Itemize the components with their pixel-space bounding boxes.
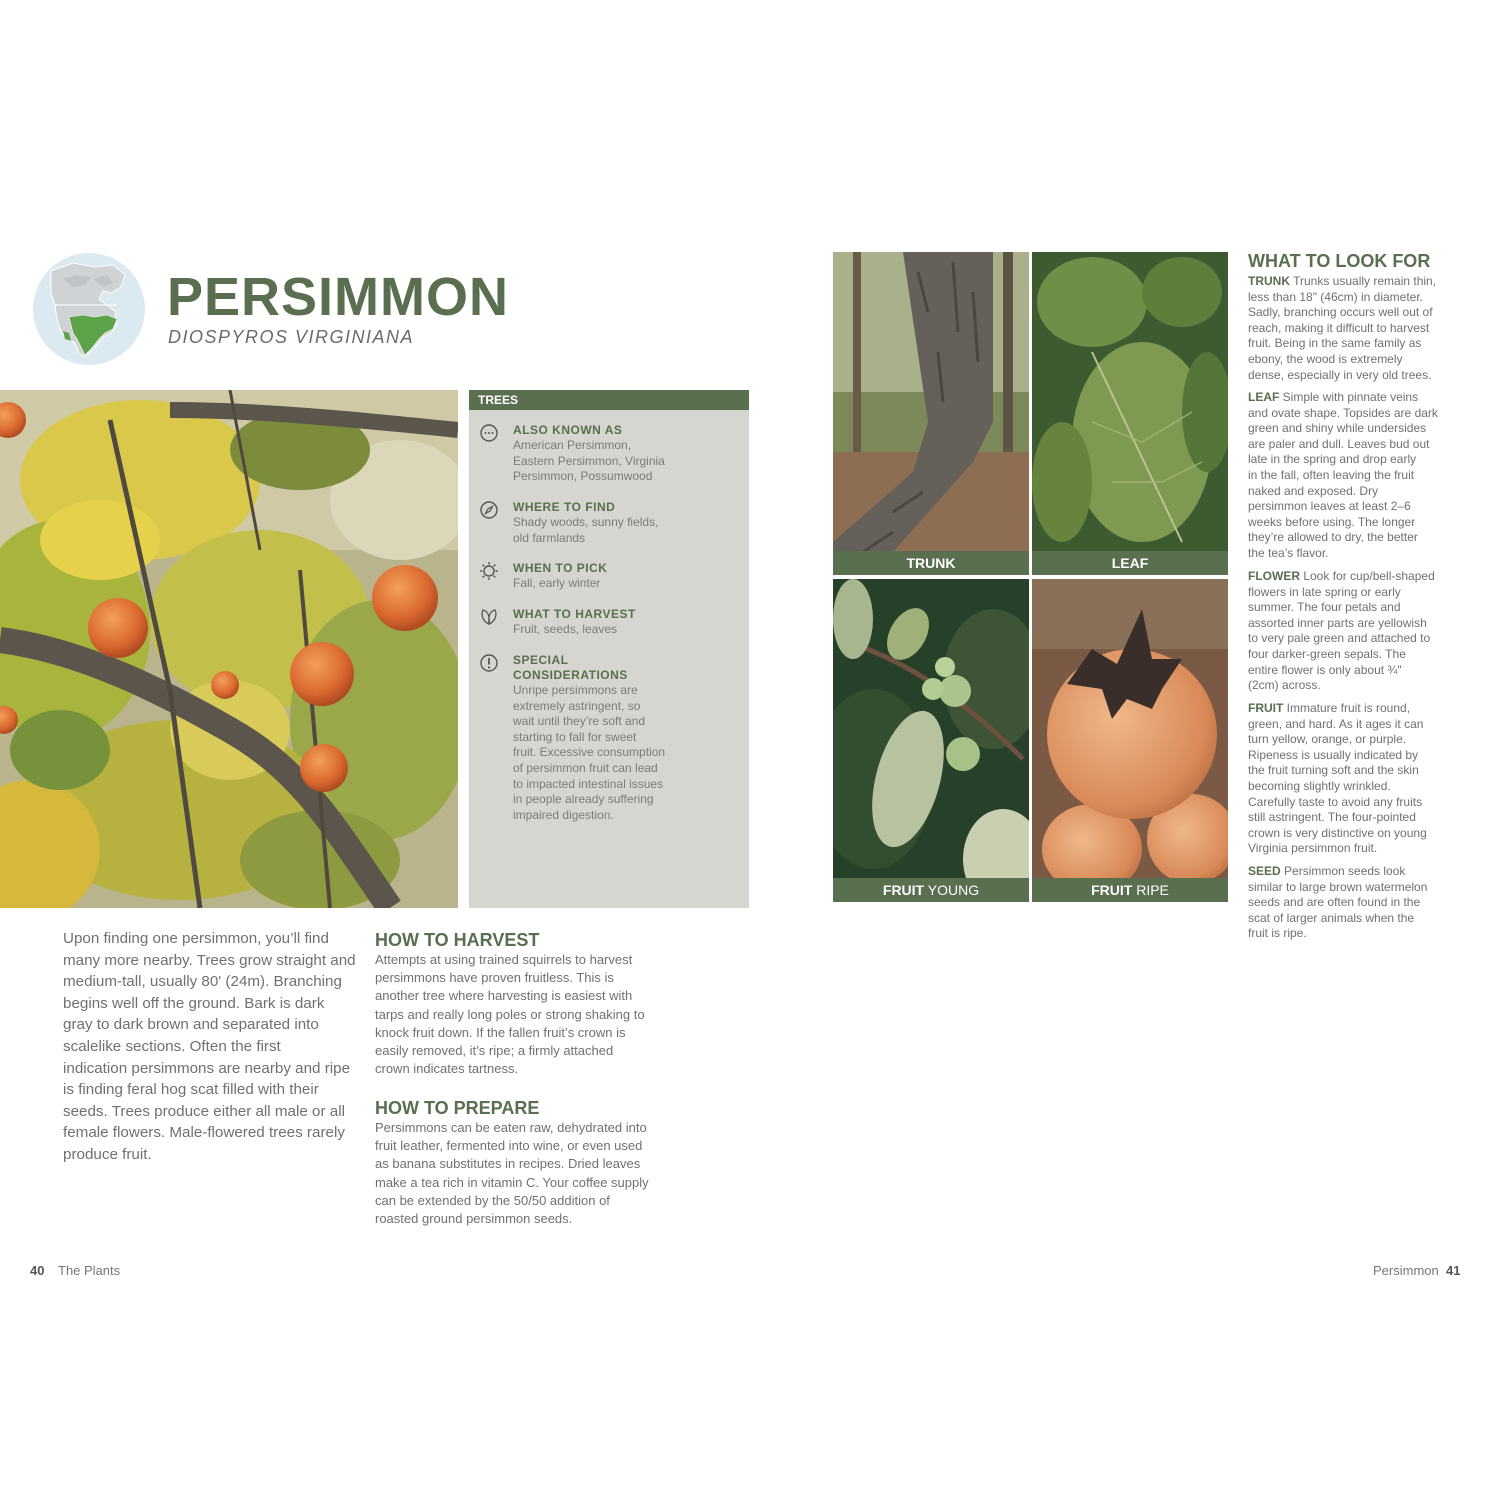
text-line: flowers in late spring or early bbox=[1248, 584, 1401, 599]
text-line: scat of larger animals when the bbox=[1248, 910, 1415, 925]
text-line: make a tea rich in vitamin C. Your coffee supply bbox=[375, 1174, 649, 1190]
info-line: Eastern Persimmon, Virginia bbox=[513, 453, 665, 468]
feature-fruit bbox=[1248, 701, 1440, 857]
text-line: tarps and really long poles or strong shaking to bbox=[375, 1006, 645, 1022]
text-line: becoming slightly wrinkled. bbox=[1248, 778, 1391, 793]
trunk-photo bbox=[833, 252, 1029, 575]
info-label: CONSIDERATIONS bbox=[513, 668, 628, 682]
persimmon-tree-photo bbox=[0, 390, 458, 908]
photo-caption-leaf: LEAF bbox=[1032, 551, 1228, 575]
text-line: begins well off the ground. Bark is dark bbox=[63, 994, 325, 1012]
sun-icon bbox=[479, 561, 499, 581]
text-line: crown is very distinctive on young bbox=[1248, 825, 1427, 840]
feature-label: FRUIT bbox=[1248, 701, 1284, 715]
text-line: many more nearby. Trees grow straight and bbox=[63, 951, 356, 969]
what-to-look-for-heading: WHAT TO LOOK FOR bbox=[1248, 251, 1431, 271]
text-line: fruit. Being in the same family as bbox=[1248, 336, 1422, 351]
text-line: summer. The four petals and bbox=[1248, 600, 1401, 615]
photo-caption-fruit-ripe: FRUIT RIPE bbox=[1032, 878, 1228, 902]
info-line: to impacted intestinal issues bbox=[513, 776, 664, 791]
text-line: seeds. Trees produce either all male or all bbox=[63, 1102, 345, 1120]
text-line: scalelike sections. Often the first bbox=[63, 1037, 281, 1055]
feature-seed bbox=[1248, 864, 1440, 942]
text-line: Ripeness is usually indicated by bbox=[1248, 747, 1419, 762]
text-line: in the fall, often leaving the fruit bbox=[1248, 467, 1415, 482]
info-label: ALSO KNOWN AS bbox=[513, 423, 623, 437]
text-line: the tea’s flavor. bbox=[1248, 545, 1329, 560]
text-line: persimmon leaves at least 2–6 bbox=[1248, 499, 1411, 514]
text-line: less than 18" (46cm) in diameter. bbox=[1248, 289, 1424, 304]
text-line: gray to dark brown and separated into bbox=[63, 1016, 319, 1034]
text-line: Immature fruit is round, bbox=[1283, 701, 1411, 715]
info-line: Shady woods, sunny fields, bbox=[513, 515, 659, 529]
text-line: can be extended by the 50/50 addition of bbox=[375, 1192, 610, 1208]
exclamation-icon bbox=[479, 653, 499, 673]
info-line: wait until they’re soft and bbox=[513, 714, 646, 729]
info-line: of persimmon fruit can lead bbox=[513, 760, 658, 775]
text-line: indication persimmons are nearby and ripe bbox=[63, 1059, 351, 1077]
text-line: crown indicates tartness. bbox=[375, 1061, 519, 1077]
right-running-head: Persimmon bbox=[1373, 1263, 1439, 1278]
info-label: WHERE TO FIND bbox=[513, 500, 616, 514]
text-line: similar to large brown watermelon bbox=[1248, 879, 1428, 894]
text-line: Carefully taste to avoid any fruits bbox=[1248, 794, 1423, 809]
text-line: green and shiny while undersides bbox=[1248, 421, 1427, 436]
left-running-head: The Plants bbox=[58, 1263, 121, 1278]
info-line: starting to fall for sweet bbox=[513, 729, 637, 744]
text-line: knock fruit down. If the fallen fruit’s crown is bbox=[375, 1024, 626, 1040]
text-line: Persimmons can be eaten raw, dehydrated into bbox=[375, 1120, 647, 1135]
right-page-number: 41 bbox=[1446, 1263, 1461, 1278]
feature-label: LEAF bbox=[1248, 390, 1280, 404]
how-to-prepare-heading: HOW TO PREPARE bbox=[375, 1098, 540, 1118]
info-line: Fall, early winter bbox=[513, 576, 601, 590]
leaf-photo bbox=[1032, 252, 1228, 575]
info-line: Unripe persimmons are bbox=[513, 683, 638, 697]
intro-paragraph bbox=[63, 928, 358, 1166]
speech-bubble-icon bbox=[479, 423, 499, 443]
text-line: Attempts at using trained squirrels to harvest bbox=[375, 952, 633, 967]
text-line: turn yellow, orange, or purple. bbox=[1248, 732, 1407, 747]
text-line: four darker-green sepals. The bbox=[1248, 646, 1406, 661]
text-line: female flowers. Male-flowered trees rarely bbox=[63, 1124, 345, 1142]
how-to-prepare-text bbox=[375, 1119, 675, 1228]
how-to-harvest-heading: HOW TO HARVEST bbox=[375, 930, 540, 950]
text-line: medium-tall, usually 80' (24m). Branching bbox=[63, 973, 342, 991]
text-line: green, and hard. As it ages it can bbox=[1248, 716, 1424, 731]
compass-icon bbox=[479, 500, 499, 520]
text-line: Persimmon seeds look bbox=[1280, 864, 1406, 878]
text-line: fruit leather, fermented into wine, or even used bbox=[375, 1138, 643, 1154]
feature-label: TRUNK bbox=[1248, 274, 1290, 288]
text-line: as banana substitutes in recipes. Dried leaves bbox=[375, 1156, 641, 1172]
range-map bbox=[33, 253, 145, 365]
text-line: they’re allowed to dry, the better bbox=[1248, 530, 1418, 545]
how-to-harvest-text bbox=[375, 951, 675, 1078]
text-line: produce fruit. bbox=[63, 1145, 152, 1163]
info-label: WHAT TO HARVEST bbox=[513, 607, 636, 621]
feature-leaf bbox=[1248, 390, 1440, 562]
fruit-ripe-photo bbox=[1032, 579, 1228, 902]
text-line: still astringent. The four-pointed bbox=[1248, 810, 1416, 825]
text-line: Trunks usually remain thin, bbox=[1290, 274, 1437, 288]
info-line: Fruit, seeds, leaves bbox=[513, 622, 618, 636]
info-line: Persimmon, Possumwood bbox=[513, 469, 653, 484]
info-line: fruit. Excessive consumption bbox=[513, 745, 666, 760]
text-line: and ovate shape. Topsides are dark bbox=[1248, 405, 1438, 420]
text-line: entire flower is only about ¾" bbox=[1248, 662, 1402, 677]
info-line: extremely astringent, so bbox=[513, 698, 641, 713]
text-line: is finding feral hog scat filled with their bbox=[63, 1081, 319, 1099]
feature-label: SEED bbox=[1248, 864, 1281, 878]
text-line: Sadly, branching occurs well out of bbox=[1248, 305, 1433, 320]
text-line: Upon finding one persimmon, you’ll find bbox=[63, 930, 329, 947]
fruit-young-photo bbox=[833, 579, 1029, 902]
text-line: the fruit turning soft and the skin bbox=[1248, 763, 1419, 778]
text-line: to very pale green and attached to bbox=[1248, 631, 1431, 646]
page-title: PERSIMMON bbox=[167, 267, 510, 327]
feature-label: FLOWER bbox=[1248, 569, 1300, 583]
info-line: old farmlands bbox=[513, 530, 586, 545]
north-america-map-graphic bbox=[33, 253, 145, 365]
info-line: impaired digestion. bbox=[513, 807, 614, 822]
text-line: easily removed, it’s ripe; a firmly attached bbox=[375, 1043, 614, 1059]
text-line: ebony, the wood is extremely bbox=[1248, 351, 1403, 366]
info-panel-header: TREES bbox=[469, 390, 749, 410]
text-line: assorted inner parts are yellowish bbox=[1248, 615, 1427, 630]
photo-caption-fruit-young: FRUIT YOUNG bbox=[833, 878, 1029, 902]
scientific-name: DIOSPYROS VIRGINIANA bbox=[168, 327, 415, 347]
text-line: roasted ground persimmon seeds. bbox=[375, 1211, 573, 1227]
info-label: SPECIAL bbox=[513, 653, 569, 667]
info-label: WHEN TO PICK bbox=[513, 561, 608, 575]
text-line: (2cm) across. bbox=[1248, 678, 1321, 693]
info-line: in people already suffering bbox=[513, 792, 654, 807]
text-line: persimmons have proven fruitless. This is bbox=[375, 970, 614, 986]
text-line: Look for cup/bell-shaped bbox=[1300, 569, 1435, 583]
text-line: Virginia persimmon fruit. bbox=[1248, 841, 1378, 856]
info-line: American Persimmon, bbox=[513, 438, 632, 452]
text-line: dense, especially in very old trees. bbox=[1248, 367, 1432, 382]
left-page-number: 40 bbox=[30, 1263, 45, 1278]
leaf-icon bbox=[479, 607, 499, 627]
feature-flower bbox=[1248, 569, 1440, 694]
text-line: weeks before using. The longer bbox=[1248, 514, 1416, 529]
text-line: fruit is ripe. bbox=[1248, 926, 1307, 941]
text-line: reach, making it difficult to harvest bbox=[1248, 320, 1430, 335]
photo-caption-trunk: TRUNK bbox=[833, 551, 1029, 575]
text-line: late in the spring and drop early bbox=[1248, 452, 1417, 467]
text-line: are paler and dull. Leaves bud out bbox=[1248, 436, 1430, 451]
text-line: another tree where harvesting is easiest with bbox=[375, 988, 633, 1004]
info-panel bbox=[469, 390, 749, 908]
feature-trunk bbox=[1248, 274, 1440, 383]
text-line: naked and exposed. Dry bbox=[1248, 483, 1379, 498]
text-line: Simple with pinnate veins bbox=[1279, 390, 1419, 404]
text-line: seeds and are often found in the bbox=[1248, 895, 1421, 910]
